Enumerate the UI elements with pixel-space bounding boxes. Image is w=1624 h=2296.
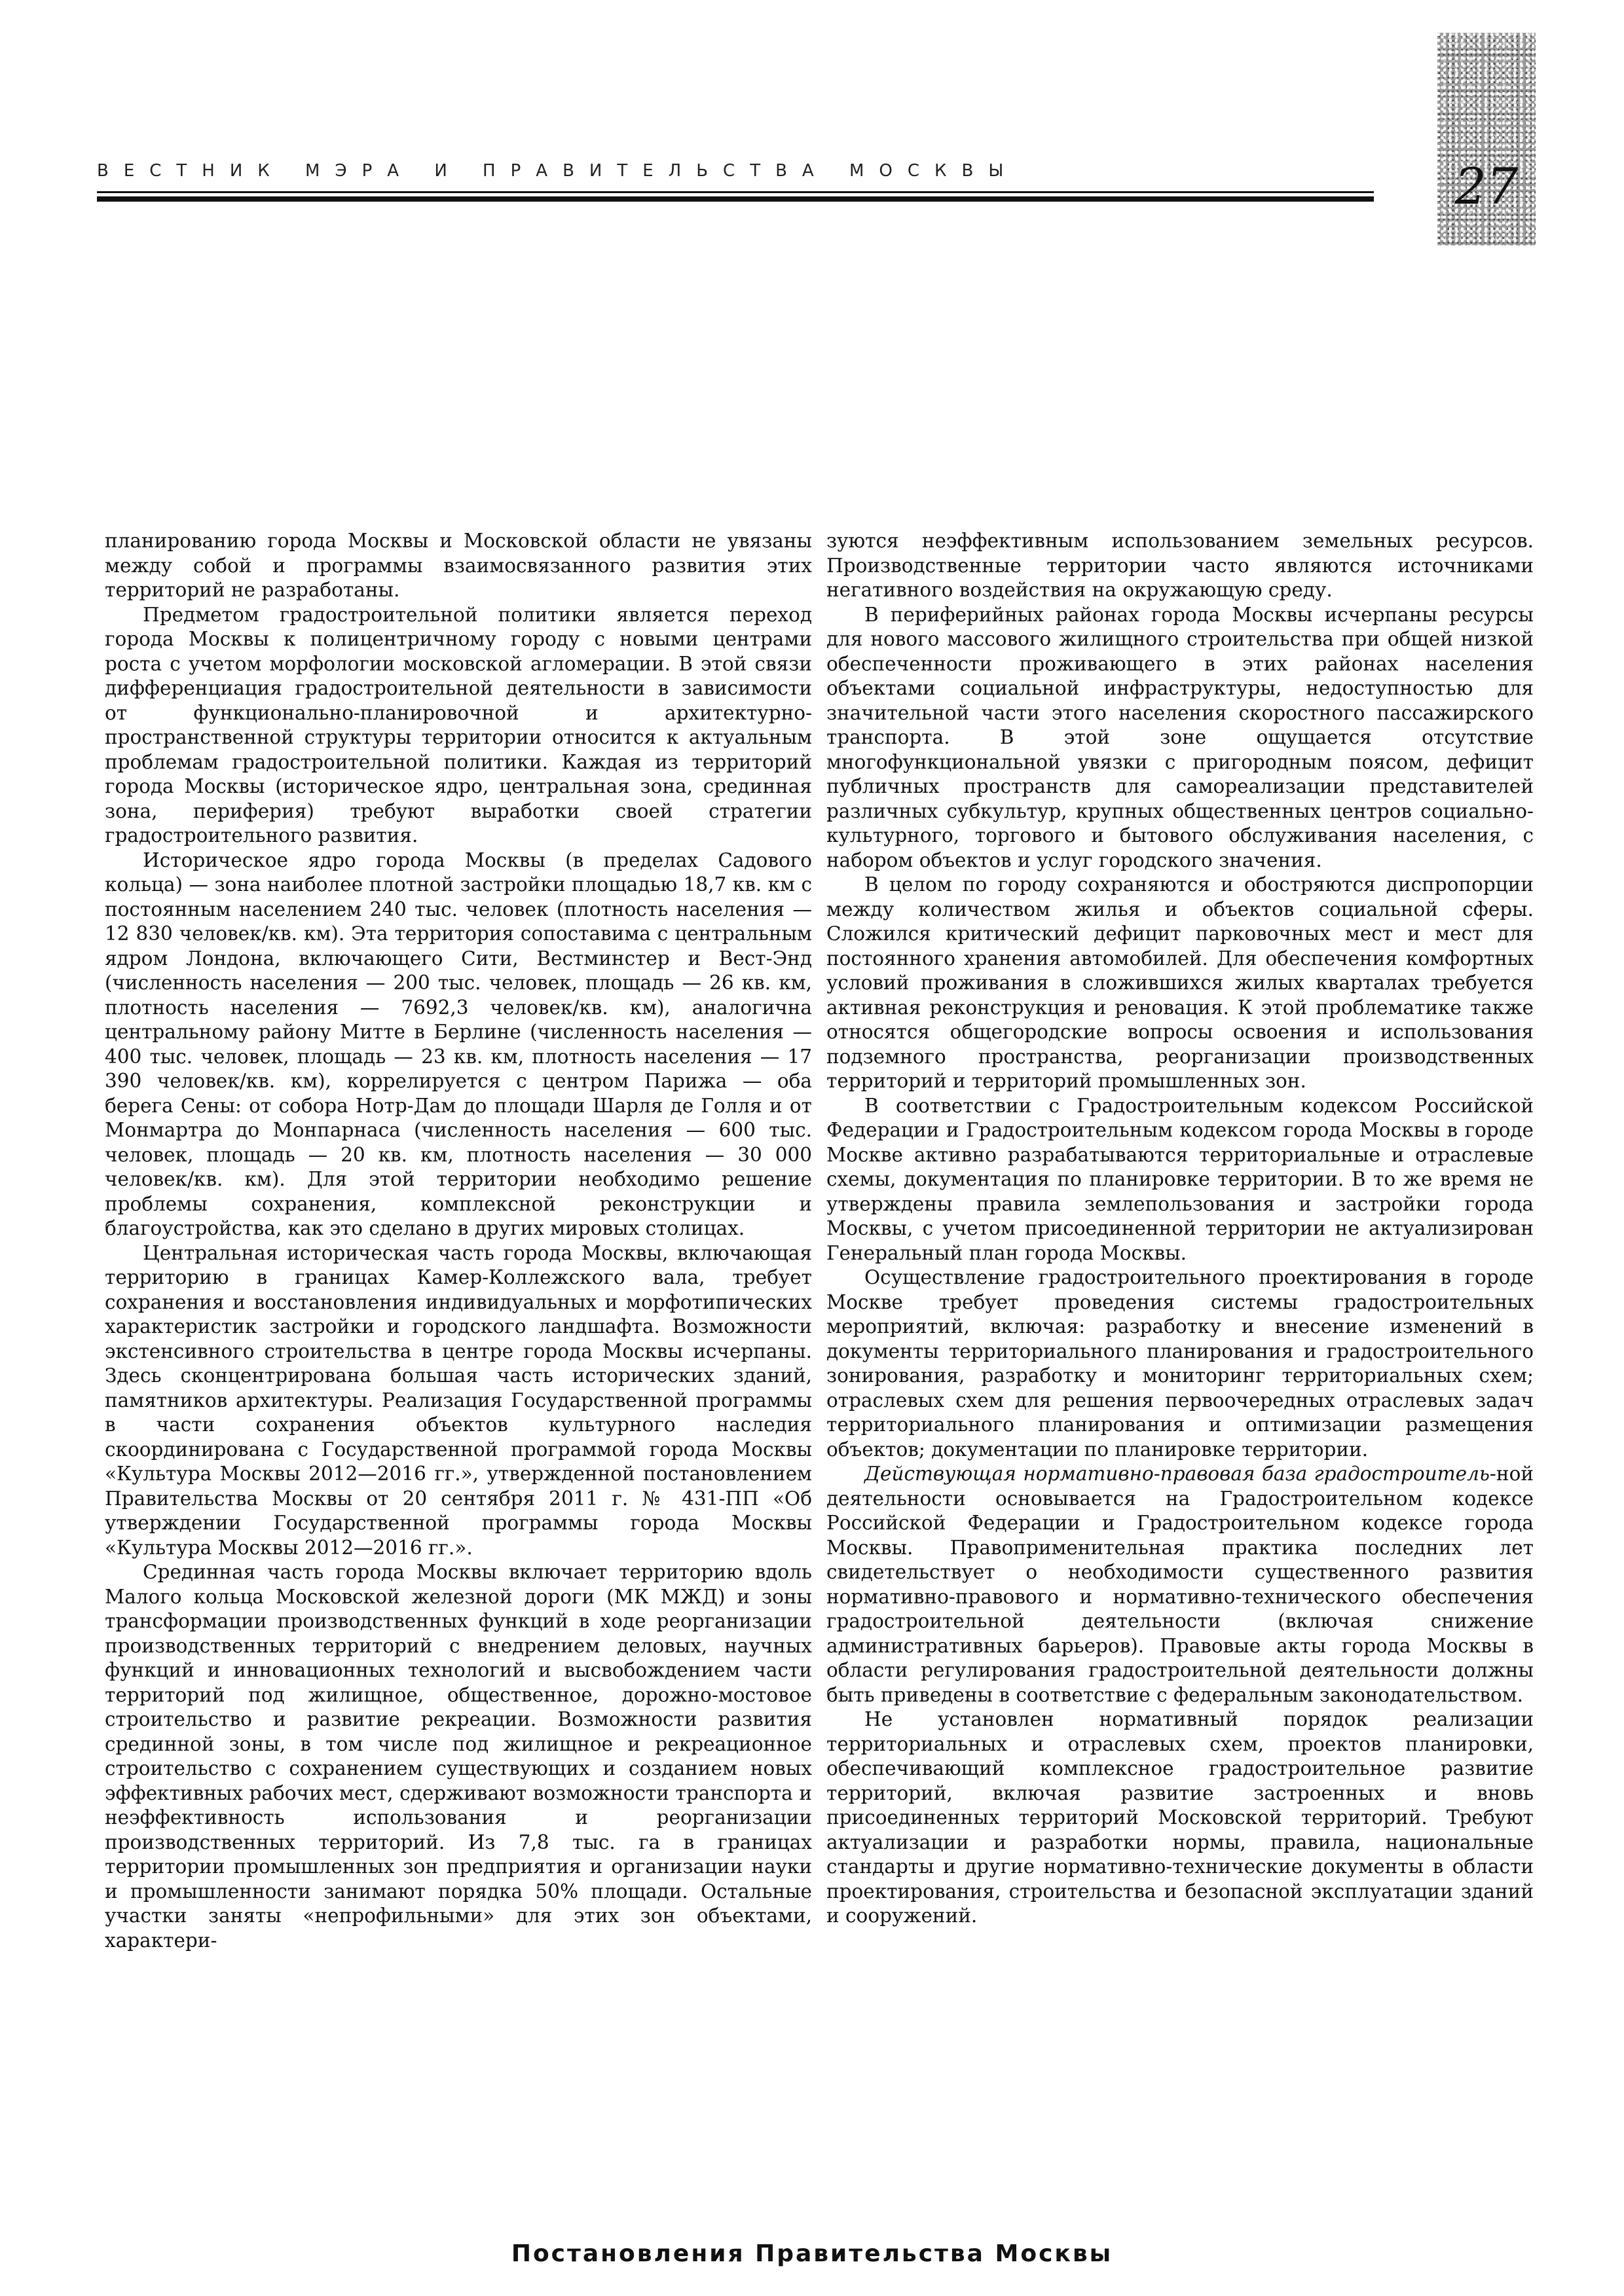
paragraph [826,1462,1534,1707]
paragraph: В периферийных районах города Москвы исчерпаны ресурсы для нового массового жилищного строительства при общей низкой обеспеченности проживающего в этих районах населения объектами социальной инфраструктуры, недоступностью для значительной части этого населения скоростного пассажирского транспорта. В этой зоне ощущается отсутствие многофункциональной увязки с пригородным поясом, дефицит публичных пространств для самореализации представителей различных субкультур, крупных общественных центров социально-культурного, торгового и бытового обслуживания населения, с набором объектов и услуг городского значения. [826,603,1534,871]
paragraph: Историческое ядро города Москвы (в пределах Садового кольца) — зона наиболее плотной застройки площадью 18,7 кв. км с постоянным населением 240 тыс. человек (плотность населения — 12 830 человек/кв. км). Эта территория сопоставима с центральным ядром Лондона, включающего Сити, Вестминстер и Вест-Энд (численность населения — 200 тыс. человек, площадь — 26 кв. км, плотность населения — 7692,3 человек/кв. км), аналогична центральному району Митте в Берлине (численность населения — 400 тыс. человек, площадь — 23 кв. км, плотность населения — 17 390 человек/кв. км), коррелируется с центром Парижа — оба берега Сены: от собора Нотр-Дам до площади Шарля де Голля и от Монмартра до Монпарнаса (численность населения — 600 тыс. человек, площадь — 20 кв. км, плотность населения — 30 000 человек/кв. км). Для этой территории необходимо решение проблемы сохранения, комплексной реконструкции и благоустройства, как это сделано в других мировых столицах. [105,848,812,1239]
footer-section-title: Постановления Правительства Москвы [511,2240,1113,2267]
paragraph-text: ной деятельности основывается на Градостроительном кодексе Российской Федерации и Градостроительном кодексе города Москвы. Правоприменительная практика последних лет свидетельствует о необходимости существенного развития нормативно-правового и нормативно-технического обеспечения градостроительной деятельности (включая снижение административных барьеров). Правовые акты города Москвы в области регулирования градостроительной деятельности должны быть приведены в соответствие с федеральным законодательством. [826,1463,1534,1706]
paragraph: Предметом градостроительной политики является переход города Москвы к полицентричному городу с новыми центрами роста с учетом морфологии московской агломерации. В этой связи дифференциация градостроительной деятельности в зависимости от функционально-планировочной и архитектурно-пространственной структуры территории относится к актуальным проблемам градостроительной политики. Каждая из территорий города Москвы (историческое ядро, центральная зона, срединная зона, периферия) требуют выработки своей стратегии градостроительного развития. [105,603,812,847]
left-column [105,529,812,1953]
paragraph: В соответствии с Градостроительным кодексом Российской Федерации и Градостроительным кодексом города Москвы в городе Москве активно разрабатываются территориальные и отраслевые схемы, документация по планировке территории. В то же время не утверждены правила землепользования и застройки города Москвы, с учетом присоединенной территории не актуализирован Генеральный план города Москвы. [826,1094,1534,1264]
italic-lead: Действующая нормативно-правовая база градостроитель- [864,1463,1496,1485]
right-column [826,529,1534,1929]
paragraph: зуются неэффективным использованием земельных ресурсов. Производственные территории часто являются источниками негативного воздействия на окружающую среду. [826,530,1534,601]
journal-title: ВЕСТНИК МЭРА И ПРАВИТЕЛЬСТВА МОСКВЫ [97,161,1019,181]
page-number-badge [1437,33,1536,246]
page-number: 27 [1454,157,1519,215]
header-rule-thick [97,196,1374,202]
paragraph: Центральная историческая часть города Москвы, включающая территорию в границах Камер-Коллежского вала, требует сохранения и восстановления индивидуальных и морфотипических характеристик застройки и городского ландшафта. Возможности экстенсивного строительства в центре города Москвы исчерпаны. Здесь сконцентрирована большая часть исторических зданий, памятников архитектуры. Реализация Государственной программы в части сохранения объектов культурного наследия скоординирована с Государственной программой города Москвы «Культура Москвы 2012—2016 гг.», утвержденной постановлением Правительства Москвы от 20 сентября 2011 г. № 431-ПП «Об утверждении Государственной программы города Москвы «Культура Москвы 2012—2016 гг.». [105,1241,812,1559]
paragraph: Осуществление градостроительного проектирования в городе Москве требует проведения системы градостроительных мероприятий, включая: разработку и внесение изменений в документы территориального планирования и градостроительного зонирования, разработку и мониторинг территориальных схем; отраслевых схем для решения первоочередных отраслевых задач территориального планирования и оптимизации размещения объектов; документации по планировке территории. [826,1266,1534,1461]
paragraph: Не установлен нормативный порядок реализации территориальных и отраслевых схем, проектов планировки, обеспечивающий комплексное градостроительное развитие территорий, включая развитие застроенных и вновь присоединенных территорий Московской территорий. Требуют актуализации и разработки нормы, правила, национальные стандарты и другие нормативно-технические документы в области проектирования, строительства и безопасной эксплуатации зданий и сооружений. [826,1708,1534,1927]
paragraph: планированию города Москвы и Московской области не увязаны между собой и программы взаимосвязанного развития этих территорий не разработаны. [105,530,812,601]
paragraph: Срединная часть города Москвы включает территорию вдоль Малого кольца Московской железной дороги (МК МЖД) и зоны трансформации производственных функций в ходе реорганизации производственных территорий с внедрением деловых, научных функций и инновационных технологий и высвобождением части территорий под жилищное, общественное, дорожно-мостовое строительство и развитие рекреации. Возможности развития срединной зоны, в том числе под жилищное и рекреационное строительство с сохранением существующих и созданием новых эффективных рабочих мест, сдерживают возможности транспорта и неэффективность использования и реорганизации производственных территорий. Из 7,8 тыс. га в границах территории промышленных зон предприятия и организации науки и промышленности занимают порядка 50% площади. Остальные участки заняты «непрофильными» для этих зон объектами, характери- [105,1561,812,1952]
header-rule-thin [97,191,1374,193]
paragraph: В целом по городу сохраняются и обостряются диспропорции между количеством жилья и объектов социальной сферы. Сложился критический дефицит парковочных мест и мест для постоянного хранения автомобилей. Для обеспечения комфортных условий проживания в сложившихся жилых кварталах требуется активная реконструкция и реновация. К этой проблематике также относятся общегородские вопросы освоения и использования подземного пространства, реорганизации производственных территорий и территорий промышленных зон. [826,873,1534,1092]
